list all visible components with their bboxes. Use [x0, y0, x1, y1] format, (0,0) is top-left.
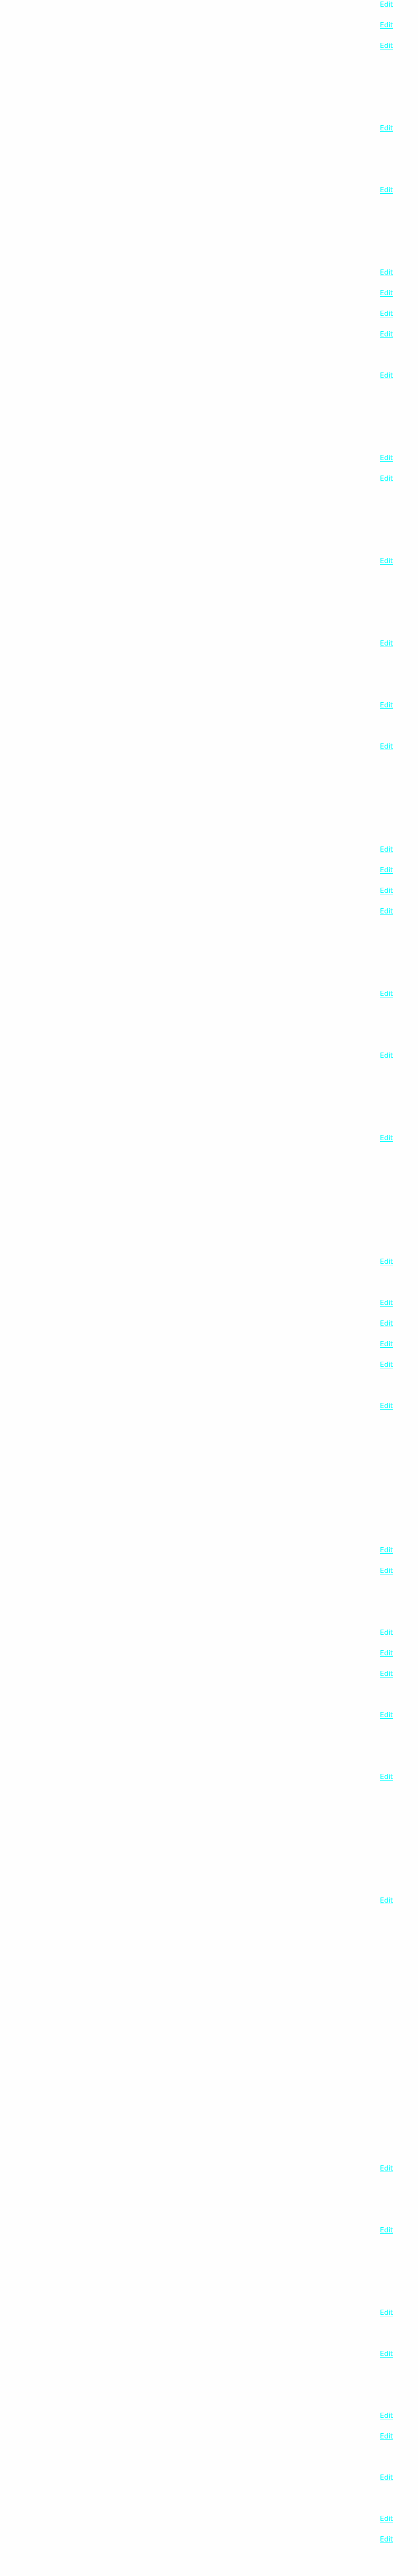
section-edit-link[interactable]: Edit	[380, 372, 393, 380]
section-edit-link[interactable]: Edit	[380, 1567, 393, 1575]
section-edit-link[interactable]: Edit	[380, 2412, 393, 2420]
section-edit-link[interactable]: Edit	[380, 269, 393, 277]
section-edit-link[interactable]: Edit	[380, 1402, 393, 1410]
section-edit-link[interactable]: Edit	[380, 1773, 393, 1781]
section-edit-link[interactable]: Edit	[380, 1650, 393, 1657]
section-edit-link[interactable]: Edit	[380, 743, 393, 751]
section-edit-link[interactable]: Edit	[380, 1897, 393, 1905]
section-edit-link[interactable]: Edit	[380, 702, 393, 709]
section-edit-link[interactable]: Edit	[380, 2474, 393, 2482]
section-edit-link[interactable]: Edit	[380, 2227, 393, 2234]
section-edit-link[interactable]: Edit	[380, 1299, 393, 1307]
section-edit-link[interactable]: Edit	[380, 1670, 393, 1678]
section-edit-link[interactable]: Edit	[380, 887, 393, 895]
section-edit-link[interactable]: Edit	[380, 2515, 393, 2523]
section-edit-link[interactable]: Edit	[380, 846, 393, 854]
section-edit-link[interactable]: Edit	[380, 1, 393, 9]
section-edit-link[interactable]: Edit	[380, 475, 393, 483]
section-edit-link[interactable]: Edit	[380, 1361, 393, 1369]
section-edit-link[interactable]: Edit	[380, 454, 393, 462]
section-edit-link[interactable]: Edit	[380, 2350, 393, 2358]
section-edit-link[interactable]: Edit	[380, 2433, 393, 2441]
section-edit-link[interactable]: Edit	[380, 557, 393, 565]
section-edit-link[interactable]: Edit	[380, 1547, 393, 1554]
section-edit-link[interactable]: Edit	[380, 2309, 393, 2317]
section-edit-link[interactable]: Edit	[380, 1320, 393, 1328]
section-edit-link[interactable]: Edit	[380, 908, 393, 916]
section-edit-link[interactable]: Edit	[380, 1134, 393, 1142]
section-edit-link[interactable]: Edit	[380, 187, 393, 194]
section-edit-link[interactable]: Edit	[380, 1341, 393, 1348]
section-edit-link[interactable]: Edit	[380, 125, 393, 132]
section-edit-link[interactable]: Edit	[380, 2165, 393, 2173]
section-edit-link[interactable]: Edit	[380, 290, 393, 297]
section-edit-link[interactable]: Edit	[380, 1258, 393, 1266]
section-edit-link[interactable]: Edit	[380, 1629, 393, 1637]
section-edit-link[interactable]: Edit	[380, 331, 393, 338]
section-edit-link[interactable]: Edit	[380, 22, 393, 29]
section-edit-link[interactable]: Edit	[380, 310, 393, 318]
section-edit-link[interactable]: Edit	[380, 990, 393, 998]
section-edit-link[interactable]: Edit	[380, 1711, 393, 1719]
section-edit-link[interactable]: Edit	[380, 42, 393, 50]
section-edit-link[interactable]: Edit	[380, 2536, 393, 2544]
section-edit-link[interactable]: Edit	[380, 640, 393, 648]
section-edit-link[interactable]: Edit	[380, 867, 393, 874]
section-edit-link[interactable]: Edit	[380, 1052, 393, 1060]
